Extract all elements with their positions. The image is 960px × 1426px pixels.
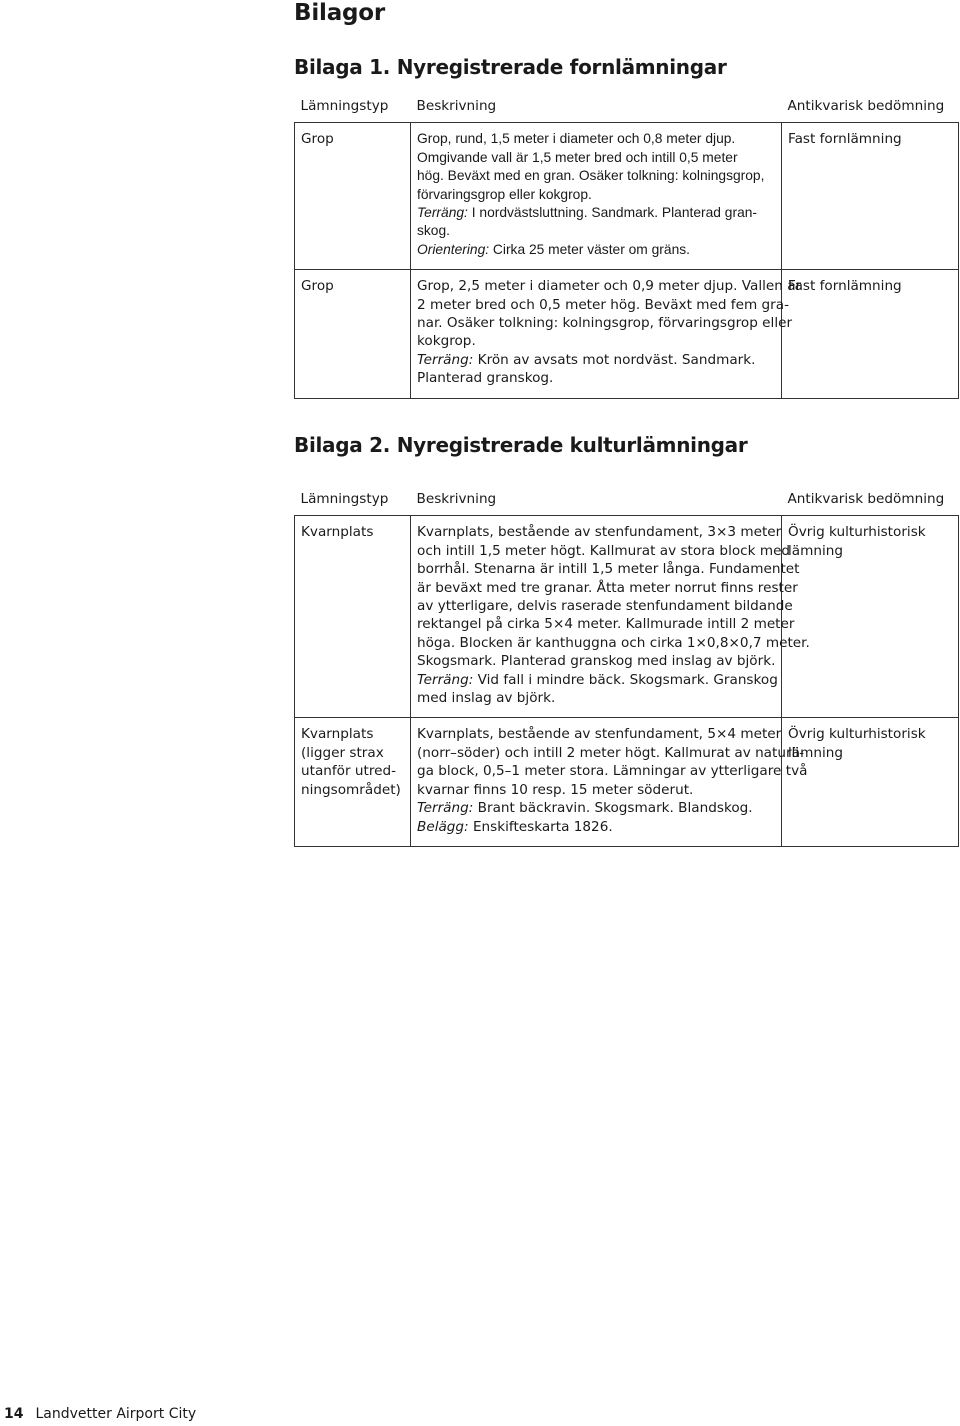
header-lamningstyp: Lämningstyp bbox=[295, 90, 411, 123]
table-row bbox=[295, 270, 959, 398]
table-row bbox=[295, 718, 959, 846]
assessment-line: lämning bbox=[788, 744, 843, 761]
cell-type: Grop bbox=[295, 270, 411, 398]
desc-line: är beväxt med tre granar. Åtta meter norrut finns rester bbox=[417, 579, 798, 596]
desc-line: 2 meter bred och 0,5 meter hög. Beväxt med fem gra- bbox=[417, 296, 789, 313]
terrain-line: med inslag av björk. bbox=[417, 690, 556, 707]
table-row bbox=[295, 123, 959, 270]
assessment-line: Övrig kulturhistorisk bbox=[788, 726, 926, 743]
desc-line: rektangel på cirka 5×4 meter. Kallmurade intill 2 meter bbox=[417, 616, 795, 633]
assessment-line: Övrig kulturhistorisk bbox=[788, 524, 926, 541]
desc-line: Grop, rund, 1,5 meter i diameter och 0,8 meter djup. bbox=[417, 131, 736, 147]
desc-line: borrhål. Stenarna är intill 1,5 meter långa. Fundamentet bbox=[417, 561, 800, 578]
publication-name: Landvetter Airport City bbox=[35, 1406, 197, 1422]
header-beskrivning: Beskrivning bbox=[411, 483, 782, 516]
orientation-text: Cirka 25 meter väster om gräns. bbox=[489, 241, 690, 257]
belagg-label: Belägg: bbox=[417, 818, 469, 835]
desc-line: kvarnar finns 10 resp. 15 meter söderut. bbox=[417, 781, 694, 798]
header-beskrivning: Beskrivning bbox=[411, 90, 782, 123]
cell-description bbox=[411, 123, 782, 270]
terrain-text: Vid fall i mindre bäck. Skogsmark. Granskog bbox=[473, 671, 778, 688]
terrain-line bbox=[417, 799, 777, 817]
type-line: Kvarnplats bbox=[301, 726, 374, 743]
terrain-line bbox=[417, 671, 777, 689]
desc-line: Skogsmark. Planterad granskog med inslag av björk. bbox=[417, 653, 776, 670]
header-antikvarisk-bedomning: Antikvarisk bedömning bbox=[782, 483, 959, 516]
desc-line: höga. Blocken är kanthuggna och cirka 1×0,8×0,7 meter. bbox=[417, 634, 810, 651]
desc-line: hög. Beväxt med en gran. Osäker tolkning: kolningsgrop, bbox=[417, 168, 765, 184]
cell-assessment bbox=[782, 516, 959, 718]
desc-line: och intill 1,5 meter högt. Kallmurat av stora block med bbox=[417, 542, 791, 559]
terrain-text: Krön av avsats mot nordväst. Sandmark. bbox=[473, 351, 756, 368]
type-line: ningsområdet) bbox=[301, 781, 401, 798]
terrain-line: Planterad granskog. bbox=[417, 370, 554, 387]
terrain-label: Terräng: bbox=[417, 800, 474, 817]
header-antikvarisk-bedomning: Antikvarisk bedömning bbox=[782, 90, 959, 123]
bilaga1-table bbox=[294, 90, 959, 399]
type-line: (ligger strax bbox=[301, 744, 384, 761]
table-row bbox=[295, 516, 959, 718]
bilaga2-table bbox=[294, 483, 959, 847]
terrain-line bbox=[417, 204, 777, 222]
orientation-label: Orientering: bbox=[417, 241, 490, 257]
desc-line: Grop, 2,5 meter i diameter och 0,9 meter djup. Vallen är bbox=[417, 278, 802, 295]
desc-line: kokgrop. bbox=[417, 333, 476, 350]
page-footer bbox=[4, 1406, 196, 1422]
type-line: Kvarnplats bbox=[301, 524, 374, 541]
cell-assessment bbox=[782, 718, 959, 846]
bilaga2-header-row bbox=[295, 483, 959, 516]
cell-type bbox=[295, 516, 411, 718]
desc-line: Kvarnplats, bestående av stenfundament, 3×3 meter bbox=[417, 524, 782, 541]
bilaga2-title: Bilaga 2. Nyregistrerade kulturlämningar bbox=[294, 433, 748, 457]
desc-line: ga block, 0,5–1 meter stora. Lämningar av ytterligare två bbox=[417, 763, 808, 780]
belagg-text: Enskifteskarta 1826. bbox=[468, 818, 613, 835]
cell-assessment: Fast fornlämning bbox=[782, 123, 959, 270]
desc-line: av ytterligare, delvis raserade stenfundament bildande bbox=[417, 598, 793, 615]
orientation-line bbox=[417, 241, 777, 259]
cell-description bbox=[411, 516, 810, 718]
desc-line: Omgivande vall är 1,5 meter bred och intill 0,5 meter bbox=[417, 149, 738, 165]
terrain-label: Terräng: bbox=[417, 351, 474, 368]
desc-line: förvaringsgrop eller kokgrop. bbox=[417, 186, 592, 202]
cell-type bbox=[295, 718, 411, 846]
terrain-label: Terräng: bbox=[417, 671, 474, 688]
belagg-line bbox=[417, 818, 777, 836]
terrain-line: skog. bbox=[417, 223, 450, 239]
cell-description bbox=[411, 270, 802, 398]
terrain-label: Terräng: bbox=[417, 205, 468, 221]
page-number: 14 bbox=[4, 1406, 24, 1422]
terrain-text: Brant bäckravin. Skogsmark. Blandskog. bbox=[473, 800, 753, 817]
cell-assessment: Fast fornlämning bbox=[782, 270, 959, 398]
terrain-text: I nordvästsluttning. Sandmark. Planterad gran- bbox=[467, 205, 758, 221]
type-line: utanför utred- bbox=[301, 763, 397, 780]
desc-line: Kvarnplats, bestående av stenfundament, 5×4 meter bbox=[417, 726, 782, 743]
desc-line: nar. Osäker tolkning: kolningsgrop, förvaringsgrop eller bbox=[417, 315, 793, 332]
bilaga1-header-row bbox=[295, 90, 959, 123]
desc-line: (norr–söder) och intill 2 meter högt. Kallmurat av naturli- bbox=[417, 744, 805, 761]
header-lamningstyp: Lämningstyp bbox=[295, 483, 411, 516]
page-title: Bilagor bbox=[294, 0, 386, 26]
bilaga1-title: Bilaga 1. Nyregistrerade fornlämningar bbox=[294, 55, 727, 79]
cell-type: Grop bbox=[295, 123, 411, 270]
terrain-line bbox=[417, 351, 777, 369]
cell-description bbox=[411, 718, 808, 846]
assessment-line: lämning bbox=[788, 542, 843, 559]
